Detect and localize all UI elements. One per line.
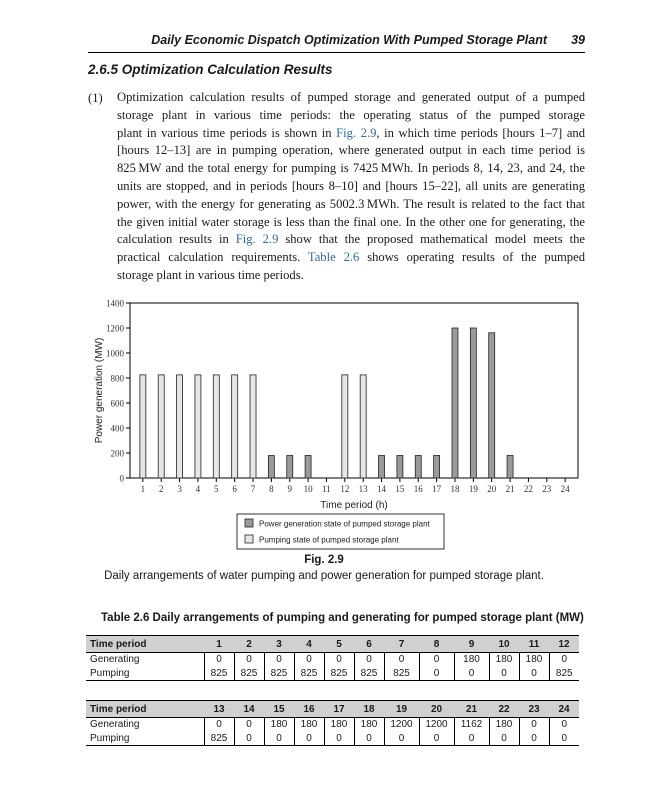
x-tick-label: 14	[377, 484, 387, 494]
row-label: Pumping	[86, 732, 204, 746]
row-label: Generating	[90, 719, 140, 731]
table-cell: 0	[549, 653, 579, 667]
y-axis-label: Power generation (MW)	[94, 337, 105, 444]
generation-bar	[268, 456, 274, 479]
period-header: 10	[489, 636, 519, 653]
y-tick-label: 400	[110, 423, 124, 434]
table-cell: 0	[354, 732, 384, 746]
table-cell: 825	[204, 667, 234, 681]
paragraph-text: calculation results in	[117, 232, 236, 247]
table-cell: 0	[234, 718, 264, 732]
y-tick-label: 600	[110, 398, 124, 409]
table-cell: 825	[234, 667, 264, 681]
running-head	[88, 33, 585, 49]
paragraph-line	[117, 231, 585, 249]
y-tick-label: 0	[119, 473, 124, 484]
table-cell: 0	[549, 732, 579, 746]
table-cell: 825	[294, 667, 324, 681]
pumping-bar	[158, 375, 164, 478]
x-tick-label: 13	[358, 484, 368, 494]
table-cell: 0	[519, 718, 549, 732]
pumping-bar	[342, 375, 348, 478]
pumping-bar	[250, 375, 256, 478]
table-cell: 0	[419, 732, 454, 746]
period-header: 13	[204, 701, 234, 718]
period-header: 7	[384, 636, 419, 653]
paragraph-text: , in which time periods [hours 1–7] and	[376, 125, 586, 140]
x-tick-label: 9	[287, 484, 292, 494]
table-row	[86, 653, 579, 667]
paragraph-line	[117, 267, 585, 285]
paragraph-text: plant in various time periods is shown in	[117, 125, 337, 140]
table-header-row	[86, 701, 579, 718]
period-header: 19	[384, 701, 419, 718]
table-cell: 0	[549, 718, 579, 732]
paragraph-line	[117, 249, 585, 267]
generation-bar	[434, 456, 440, 479]
generation-bar	[287, 456, 293, 479]
paragraph-line	[117, 107, 585, 125]
table-cell: 0	[264, 732, 294, 746]
table-row	[86, 732, 579, 746]
paragraph-text: [hours 12–13] are in pumping operation, where generated output in each time period is	[117, 143, 585, 158]
table-cell: 0	[354, 653, 384, 667]
paragraph-text: units are stopped, and in periods [hours 8–10] and [hours 15–22], all units are generating	[117, 178, 585, 193]
y-tick-label: 200	[110, 448, 124, 459]
period-header: 8	[419, 636, 454, 653]
period-header: 21	[454, 701, 489, 718]
legend-swatch	[245, 519, 253, 527]
paragraph-text: practical calculation requirements.	[117, 250, 308, 265]
period-header: 17	[324, 701, 354, 718]
table-cell: 0	[519, 732, 549, 746]
paragraph-line	[117, 178, 585, 196]
x-tick-label: 22	[523, 484, 533, 494]
table-cell: 0	[454, 667, 489, 681]
table-cell: 0	[294, 732, 324, 746]
legend-swatch	[245, 535, 253, 543]
table-cell: 0	[204, 718, 234, 732]
table-cell: 0	[384, 732, 419, 746]
period-header: 6	[354, 636, 384, 653]
cross-reference-link[interactable]: Fig. 2.9	[336, 125, 377, 140]
period-header: 24	[549, 701, 579, 718]
period-header: 23	[519, 701, 549, 718]
bar-chart	[88, 292, 588, 554]
table-cell: 0	[489, 667, 519, 681]
table-cell: 1162	[454, 718, 489, 732]
table-cell: 180	[489, 718, 519, 732]
table-cell: 825	[354, 667, 384, 681]
table-cell: 0	[234, 732, 264, 746]
table-header-row	[86, 636, 579, 653]
table-cell: 180	[454, 653, 489, 667]
table-cell: 0	[419, 667, 454, 681]
x-tick-label: 24	[560, 484, 570, 494]
x-tick-label: 7	[250, 484, 256, 494]
row-label: Pumping	[86, 667, 204, 681]
x-tick-label: 19	[468, 484, 478, 494]
table-cell: 1200	[384, 718, 419, 732]
period-header: 11	[519, 636, 549, 653]
generation-bar	[379, 456, 385, 479]
pumping-bar	[213, 375, 219, 478]
x-tick-label: 2	[158, 484, 164, 494]
generation-bar	[397, 456, 403, 479]
figure-label: Fig. 2.9	[304, 554, 344, 566]
period-header: 18	[354, 701, 384, 718]
figure-caption: Daily arrangements of water pumping and power generation for pumped storage plant.	[104, 570, 544, 582]
cross-reference-link[interactable]: Fig. 2.9	[235, 232, 279, 247]
table-cell: 180	[324, 718, 354, 732]
paragraph-line	[117, 142, 585, 160]
table-cell: 0	[264, 653, 294, 667]
pumping-bar	[360, 375, 366, 478]
x-tick-label: 15	[395, 484, 405, 494]
table-row	[86, 718, 579, 732]
table-cell: 0	[419, 653, 454, 667]
x-tick-label: 10	[303, 484, 313, 494]
paragraph-text: 825 MW and the total energy for pumping is 7425 MWh. In periods 8, 14, 23, and 24, the	[117, 161, 585, 176]
table-cell: 825	[204, 732, 234, 746]
generation-bar	[305, 456, 311, 479]
paragraph-line	[117, 160, 585, 178]
period-header: 3	[264, 636, 294, 653]
x-axis-label: Time period (h)	[320, 500, 388, 511]
header-rule	[88, 52, 585, 53]
section-heading: 2.6.5 Optimization Calculation Results	[88, 62, 333, 77]
period-header: 16	[294, 701, 324, 718]
table-cell: 1200	[419, 718, 454, 732]
table-cell: 0	[454, 732, 489, 746]
generation-bar	[470, 328, 476, 478]
x-tick-label: 18	[450, 484, 460, 494]
x-tick-label: 5	[214, 484, 219, 494]
x-tick-label: 3	[177, 484, 182, 494]
paragraph-text: storage plant in various time periods.	[117, 267, 304, 282]
y-tick-label: 800	[110, 373, 124, 384]
pumping-bar	[140, 375, 146, 478]
x-tick-label: 21	[505, 484, 515, 494]
pumping-bar	[177, 375, 183, 478]
header-label: Time period	[86, 701, 204, 718]
x-tick-label: 12	[340, 484, 350, 494]
paragraph-text: the given initial water storage is less than the final one. In the other one for generating, the	[117, 214, 585, 229]
period-header: 22	[489, 701, 519, 718]
x-tick-label: 6	[232, 484, 237, 494]
period-header: 1	[204, 636, 234, 653]
pumping-bar	[195, 375, 201, 478]
table-cell: 180	[294, 718, 324, 732]
paragraph-line	[117, 125, 585, 143]
running-title: Daily Economic Dispatch Optimization With Pumped Storage Plant	[151, 33, 547, 47]
paragraph-line	[117, 89, 585, 107]
row-label: Generating	[90, 654, 140, 666]
pumping-table-part-1	[86, 635, 579, 681]
y-tick-label: 1200	[106, 323, 124, 334]
table-row	[86, 667, 579, 681]
y-tick-label: 1400	[106, 298, 124, 309]
x-tick-label: 20	[487, 484, 497, 494]
x-tick-label: 8	[269, 484, 274, 494]
pumping-table-part-2	[86, 700, 579, 746]
x-tick-label: 17	[432, 484, 442, 494]
period-header: 14	[234, 701, 264, 718]
header-label: Time period	[86, 636, 204, 653]
paragraph-text: show that the proposed mathematical model meets the	[278, 232, 586, 247]
table-cell: 0	[234, 653, 264, 667]
period-header: 15	[264, 701, 294, 718]
cross-reference-link[interactable]: Table 2.6	[307, 250, 360, 265]
paragraph-text: storage plant in various time periods: the operating status of the pumped storage	[117, 107, 585, 122]
paragraph-line	[117, 214, 585, 232]
paragraph-line	[117, 196, 585, 214]
period-header: 2	[234, 636, 264, 653]
pumping-bar	[232, 375, 238, 478]
generation-bar	[452, 328, 458, 478]
table-caption: Table 2.6 Daily arrangements of pumping and generating for pumped storage plant (MW)	[101, 612, 584, 624]
table-cell: 180	[354, 718, 384, 732]
table-cell: 825	[549, 667, 579, 681]
table-cell: 0	[489, 732, 519, 746]
table-cell: 825	[384, 667, 419, 681]
table-cell: 0	[294, 653, 324, 667]
generation-bar	[489, 333, 495, 478]
period-header: 4	[294, 636, 324, 653]
x-tick-label: 11	[322, 484, 331, 494]
x-tick-label: 16	[413, 484, 423, 494]
period-header: 12	[549, 636, 579, 653]
paragraph-text: Optimization calculation results of pumped storage and generated output of a pumped	[117, 90, 585, 104]
period-header: 5	[324, 636, 354, 653]
table-cell: 0	[519, 667, 549, 681]
paragraph-text: shows operating results of the pumped	[359, 250, 585, 265]
legend-label: Power generation state of pumped storage plant	[259, 519, 430, 529]
table-cell: 180	[264, 718, 294, 732]
table-cell: 0	[324, 653, 354, 667]
period-header: 9	[454, 636, 489, 653]
period-header: 20	[419, 701, 454, 718]
table-cell: 0	[324, 732, 354, 746]
table-cell: 180	[519, 653, 549, 667]
generation-bar	[415, 456, 421, 479]
table-cell: 180	[489, 653, 519, 667]
table-cell: 825	[264, 667, 294, 681]
y-tick-label: 1000	[106, 348, 124, 359]
x-tick-label: 4	[195, 484, 201, 494]
page-number: 39	[571, 33, 585, 47]
legend-label: Pumping state of pumped storage plant	[259, 535, 399, 545]
x-tick-label: 1	[140, 484, 146, 494]
table-cell: 0	[384, 653, 419, 667]
body-paragraph	[117, 89, 585, 285]
x-tick-label: 23	[542, 484, 552, 494]
paragraph-marker: (1)	[88, 91, 103, 105]
figure-2-9-chart	[88, 292, 588, 559]
paragraph-text: power, with the energy for generating as 5002.3 MWh. The result is related to the fact that	[117, 196, 585, 211]
table-cell: 825	[324, 667, 354, 681]
generation-bar	[507, 456, 513, 479]
table-cell: 0	[204, 653, 234, 667]
